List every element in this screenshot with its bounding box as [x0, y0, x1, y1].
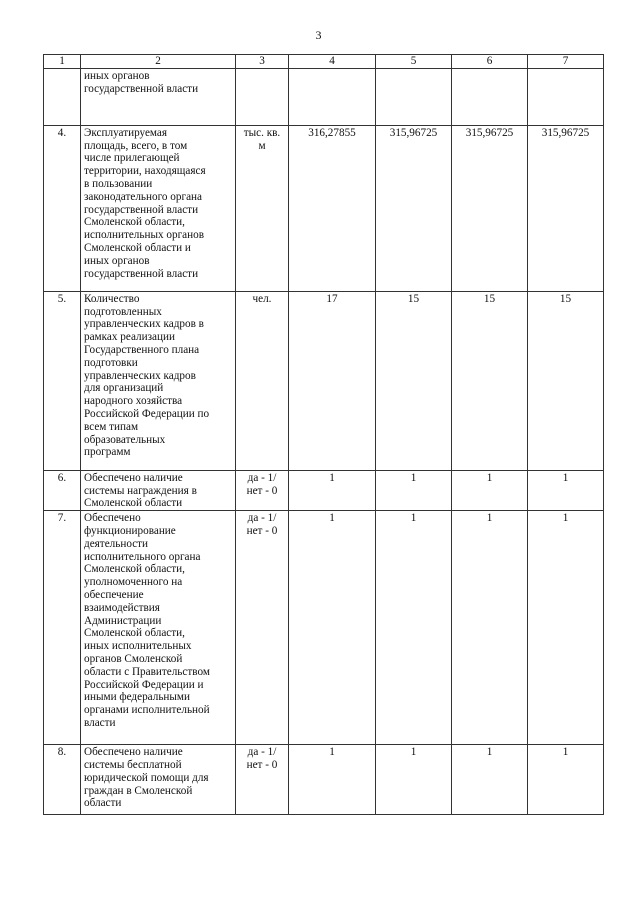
description-line: для организаций: [84, 382, 164, 395]
page-number: 3: [315, 28, 322, 42]
value-cell: [452, 68, 528, 125]
value-cell: 316,27855: [289, 125, 376, 291]
value-cell: 15: [528, 291, 604, 470]
value-cell: 1: [528, 745, 604, 815]
unit-of-measure: [236, 745, 289, 815]
row-number: 8.: [44, 745, 81, 815]
value-cell: 1: [289, 511, 376, 745]
column-header: 7: [528, 55, 604, 69]
indicator-description: [81, 511, 236, 745]
row-number: 4.: [44, 125, 81, 291]
description-line: исполнительных органов: [84, 229, 204, 242]
unit-of-measure: [236, 470, 289, 510]
description-line: управленческих кадров: [84, 369, 196, 382]
value-cell: 1: [452, 745, 528, 815]
table-row: [44, 68, 604, 125]
value-cell: 315,96725: [376, 125, 452, 291]
description-line: Обеспечено наличие: [84, 746, 183, 759]
description-line: системы награждения в: [84, 484, 197, 497]
description-line: Государственного плана: [84, 343, 200, 356]
column-header: 5: [376, 55, 452, 69]
value-cell: 17: [289, 291, 376, 470]
description-line: уполномоченного на: [84, 576, 183, 589]
description-line: области с Правительством: [84, 665, 210, 678]
description-line: Российской Федерации и: [84, 678, 204, 691]
description-line: территории, находящаяся: [84, 165, 206, 178]
table-row: [44, 291, 604, 470]
value-cell: 1: [289, 745, 376, 815]
description-line: Смоленской области,: [84, 563, 185, 576]
description-line: функционирование: [84, 524, 176, 537]
description-line: системы бесплатной: [84, 758, 182, 771]
unit-line: тыс. кв.: [243, 126, 281, 139]
value-cell: [528, 68, 604, 125]
description-line: площадь, всего, в том: [84, 139, 188, 152]
description-line: иных органов: [84, 69, 150, 82]
value-cell: 1: [376, 511, 452, 745]
row-number: 5.: [44, 291, 81, 470]
description-line: Российской Федерации по: [84, 407, 210, 420]
unit-of-measure: [236, 68, 289, 125]
header-row: [44, 55, 604, 69]
description-line: всем типам: [84, 420, 139, 433]
description-line: иных исполнительных: [84, 640, 192, 653]
value-cell: 315,96725: [528, 125, 604, 291]
description-line: Смоленской области,: [84, 627, 185, 640]
row-number: 6.: [44, 470, 81, 510]
description-line: Количество: [84, 292, 140, 305]
description-line: Смоленской области: [84, 497, 183, 510]
description-line: иными федеральными: [84, 691, 190, 704]
value-cell: [376, 68, 452, 125]
description-line: государственной власти: [84, 267, 199, 280]
description-line: взаимодействия: [84, 601, 160, 614]
description-line: власти: [84, 716, 116, 729]
description-line: Смоленской области,: [84, 216, 185, 229]
description-line: области: [84, 797, 122, 810]
table-row: [44, 125, 604, 291]
row-number: [44, 68, 81, 125]
value-cell: 1: [376, 745, 452, 815]
value-cell: 315,96725: [452, 125, 528, 291]
column-header: 2: [81, 55, 236, 69]
value-cell: 1: [376, 470, 452, 510]
description-line: управленческих кадров в: [84, 318, 204, 331]
unit-of-measure: [236, 511, 289, 745]
row-number: 7.: [44, 511, 81, 745]
description-line: юридической помощи для: [84, 771, 209, 784]
indicators-table: [43, 54, 604, 815]
column-header: 4: [289, 55, 376, 69]
unit-of-measure: [236, 125, 289, 291]
table-row: [44, 511, 604, 745]
value-cell: 1: [528, 511, 604, 745]
unit-line: да - 1/: [247, 746, 277, 759]
table-row: [44, 745, 604, 815]
description-line: подготовленных: [84, 305, 162, 318]
description-line: Смоленской области и: [84, 241, 191, 254]
description-line: образовательных: [84, 433, 166, 446]
indicator-description: [81, 470, 236, 510]
table-row: [44, 470, 604, 510]
description-line: граждан в Смоленской: [84, 784, 193, 797]
description-line: Эксплуатируемая: [84, 126, 168, 139]
value-cell: 1: [452, 511, 528, 745]
description-line: программ: [84, 446, 131, 459]
unit-line: нет - 0: [246, 758, 278, 771]
column-header: 1: [44, 55, 81, 69]
value-cell: 15: [376, 291, 452, 470]
value-cell: [289, 68, 376, 125]
value-cell: 1: [528, 470, 604, 510]
description-line: Обеспечено: [84, 512, 141, 525]
unit-line: чел.: [252, 292, 272, 305]
unit-line: нет - 0: [246, 484, 278, 497]
value-cell: 1: [452, 470, 528, 510]
indicator-description: [81, 291, 236, 470]
unit-line: м: [258, 139, 266, 152]
value-cell: 15: [452, 291, 528, 470]
indicator-description: [81, 745, 236, 815]
description-line: обеспечение: [84, 588, 144, 601]
description-line: государственной власти: [84, 82, 199, 95]
indicator-description: [81, 68, 236, 125]
description-line: законодательного органа: [84, 190, 202, 203]
description-line: подготовки: [84, 356, 138, 369]
description-line: Обеспечено наличие: [84, 471, 183, 484]
description-line: Администрации: [84, 614, 162, 627]
unit-of-measure: [236, 291, 289, 470]
unit-line: да - 1/: [247, 471, 277, 484]
unit-line: нет - 0: [246, 524, 278, 537]
unit-line: да - 1/: [247, 512, 277, 525]
column-header: 6: [452, 55, 528, 69]
description-line: органами исполнительной: [84, 704, 210, 717]
indicator-description: [81, 125, 236, 291]
description-line: иных органов: [84, 254, 150, 267]
description-line: числе прилегающей: [84, 152, 180, 165]
description-line: деятельности: [84, 537, 149, 550]
description-line: народного хозяйства: [84, 395, 183, 408]
description-line: государственной власти: [84, 203, 199, 216]
description-line: исполнительного органа: [84, 550, 201, 563]
value-cell: 1: [289, 470, 376, 510]
column-header: 3: [236, 55, 289, 69]
description-line: рамках реализации: [84, 331, 175, 344]
description-line: органов Смоленской: [84, 652, 183, 665]
description-line: в пользовании: [84, 177, 153, 190]
